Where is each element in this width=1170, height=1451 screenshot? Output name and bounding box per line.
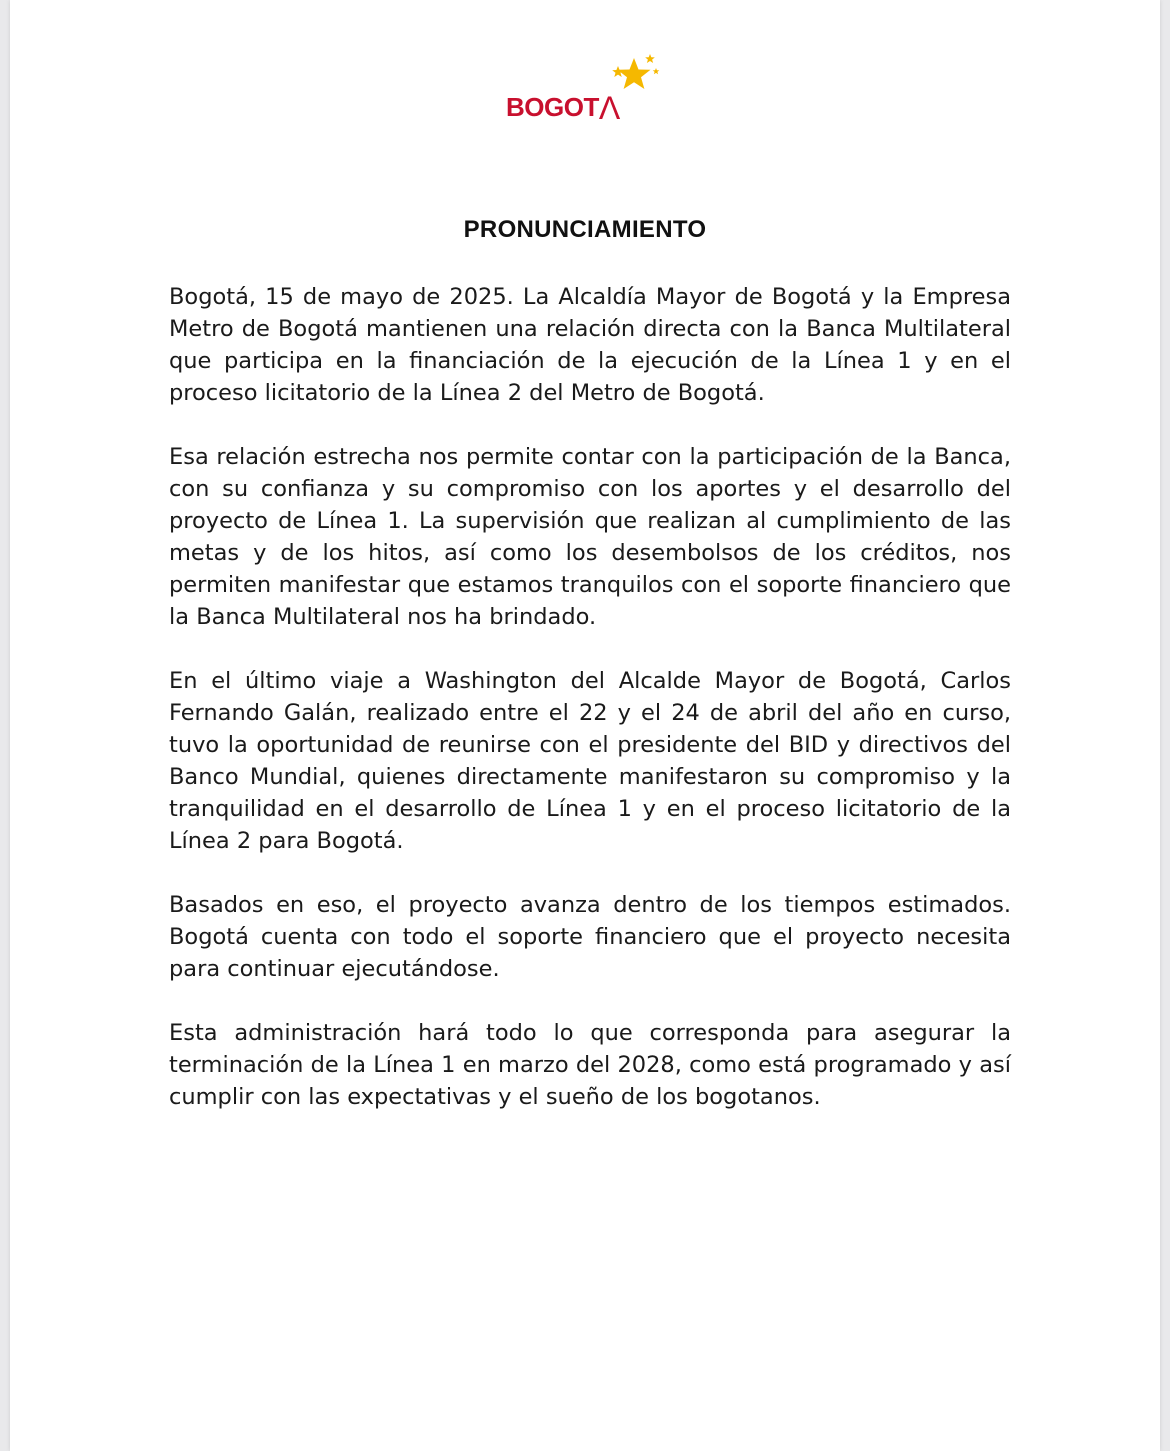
paragraph: Basados en eso, el proyecto avanza dentro de los tiempos estimados. Bogotá cuenta con todo el soporte financiero que el proyecto necesita para continuar ejecutándose.: [169, 892, 1011, 982]
document-title: PRONUNCIAMIENTO: [463, 216, 707, 243]
logo-text-main: BOGOT: [506, 92, 599, 122]
logo-text-accent: Λ: [598, 90, 620, 126]
paragraph: Esa relación estrecha nos permite contar con la participación de la Banca, con su confianza y su compromiso con los aportes y el desarrollo del proyecto de Línea 1. La supervisión que realizan al cumplimiento de las metas y de los hitos, así como los desembolsos de los créditos, nos permiten manifestar que estamos tranquilos con el soporte financiero que la Banca Multilateral nos ha brindado.: [169, 444, 1011, 630]
document-page: [10, 0, 1160, 1451]
logo-wordmark: [506, 90, 620, 126]
paragraph: En el último viaje a Washington del Alcalde Mayor de Bogotá, Carlos Fernando Galán, realizado entre el 22 y el 24 de abril del año en curso, tuvo la oportunidad de reunirse con el presidente del BID y directivos del Banco Mundial, quienes directamente manifestaron su compromiso y la tranquilidad en el desarrollo de Línea 1 y en el proceso licitatorio de la Línea 2 para Bogotá.: [169, 668, 1011, 854]
paragraph: Bogotá, 15 de mayo de 2025. La Alcaldía Mayor de Bogotá y la Empresa Metro de Bogotá mantienen una relación directa con la Banca Multilateral que participa en la financiación de la ejecución de la Línea 1 y en el proceso licitatorio de la Línea 2 del Metro de Bogotá.: [169, 284, 1011, 406]
bogota-logo: [506, 52, 666, 132]
paragraph: Esta administración hará todo lo que corresponda para asegurar la terminación de la Línea 1 en marzo del 2028, como está programado y así cumplir con las expectativas y el sueño de los bogotanos.: [169, 1020, 1011, 1110]
document-body: [169, 281, 1011, 1145]
